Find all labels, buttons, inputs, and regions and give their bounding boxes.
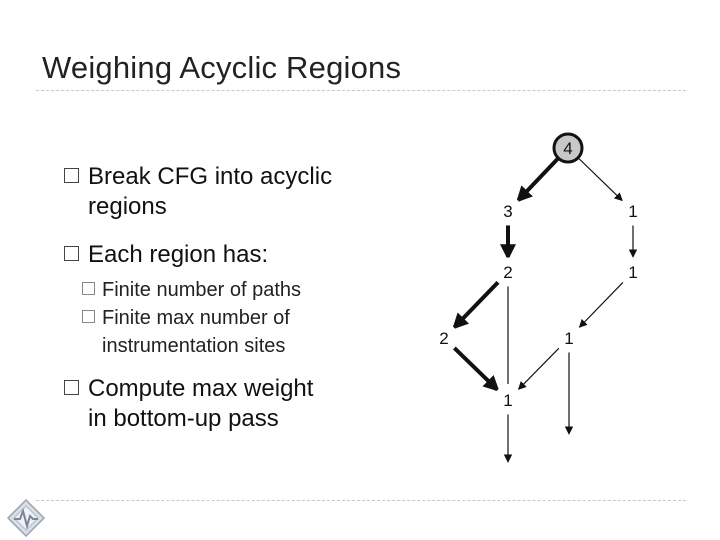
bullet-line: instrumentation sites <box>102 335 286 357</box>
graph-node-n3 <box>494 197 522 225</box>
bullet-line: Finite number of paths <box>102 279 301 301</box>
graph-node-label: 1 <box>503 391 513 410</box>
graph-node-label: 2 <box>439 329 449 348</box>
bullet-line: Finite max number of <box>102 307 290 329</box>
graph-node-label: 2 <box>503 263 513 282</box>
graph-node-label: 1 <box>628 202 638 221</box>
graph-edge-n1b-n1c <box>579 282 623 327</box>
graph-node-n1c <box>555 324 583 352</box>
graph-edge-n1c-n1d <box>519 348 560 389</box>
graph-edge-n4-n1a <box>578 158 622 201</box>
bullet-line: Each region has: <box>88 241 269 268</box>
graph-node-label: 3 <box>503 202 513 221</box>
graph-node-n1d <box>494 386 522 414</box>
bullet-line: Break CFG into acyclic <box>88 163 333 190</box>
graph-node-n2b <box>430 324 458 352</box>
graph-edge-n2b-n1d <box>454 348 497 390</box>
graph-edge-n4-n3 <box>518 158 558 200</box>
graph-node-n2a <box>494 258 522 286</box>
graph-node-label: 1 <box>564 329 574 348</box>
graph-node-label: 4 <box>563 139 573 158</box>
graph-node-label: 1 <box>628 263 638 282</box>
logo-icon <box>4 498 48 538</box>
graph-node-n4 <box>554 134 582 162</box>
bullet-line: regions <box>88 193 167 220</box>
slide-title: Weighing Acyclic Regions <box>42 50 402 85</box>
bullet-line: in bottom-up pass <box>88 405 279 432</box>
footer-divider <box>36 500 686 501</box>
graph-edge-n2a-n2b <box>454 282 498 327</box>
graph-node-n1a <box>619 197 647 225</box>
graph-node-n1b <box>619 258 647 286</box>
bullet-line: Compute max weight <box>88 375 314 402</box>
